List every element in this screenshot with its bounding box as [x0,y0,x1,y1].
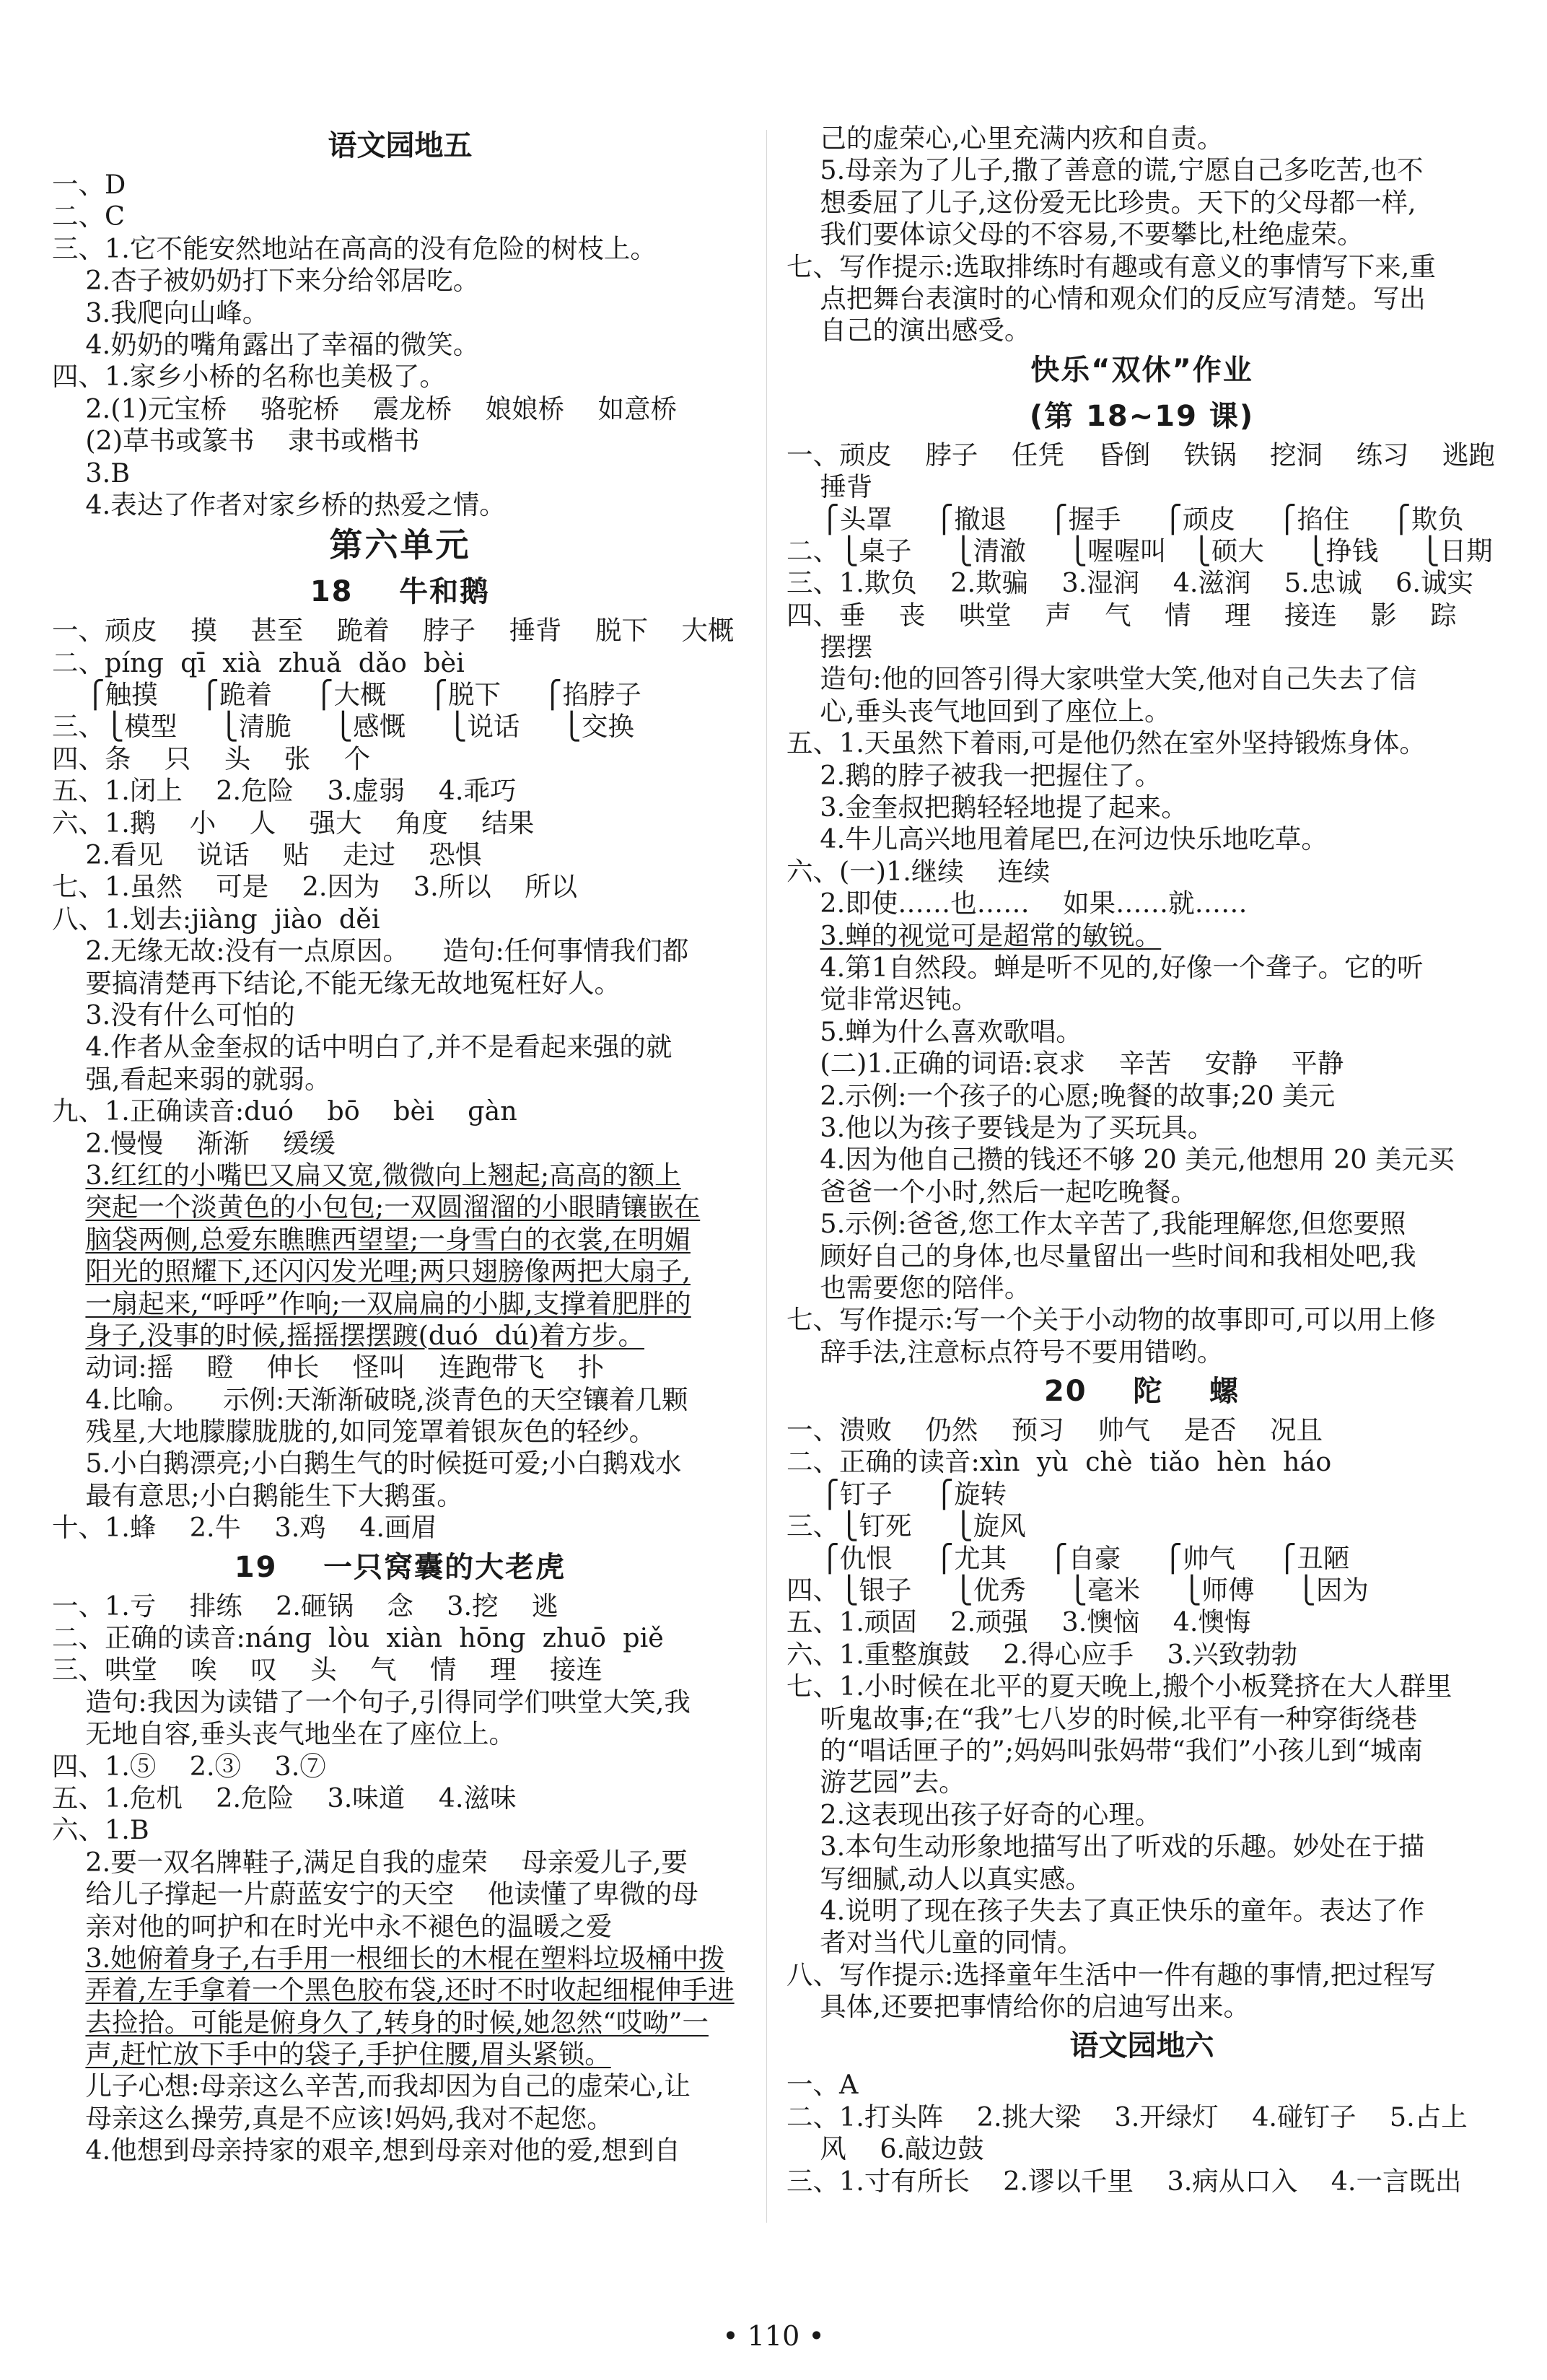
underlined-text: 声,赶忙放下手中的袋子,手护住腰,眉头紧锁。 [85,2039,611,2070]
answer-line: 八、1.划去:jiàng jiào děi [52,903,380,935]
answer-line [52,2007,748,2039]
answer-line [786,920,1497,952]
answer-line: (二)1.正确的词语:哀求 辛苦 安静 平静 [786,1048,1344,1080]
answer-line: 4.牛儿高兴地甩着尾巴,在河边快乐地吃草。 [786,823,1328,855]
lesson-heading: 18 牛和鹅 [310,575,491,609]
underlined-text: 脑袋两侧,总爱东瞧瞧西望望;一身雪白的衣裳,在明媚 [85,1223,691,1255]
answer-line: 2.无缘无故:没有一点原因。 造句:任何事情我们都 [52,935,689,967]
answer-line [52,1974,748,2006]
answer-line: 一、1.亏 排练 2.砸锅 念 3.挖 逃 [52,1590,558,1622]
answer-line: 七、写作提示:选取排练时有趣或有意义的事情写下来,重 [786,250,1436,282]
answer-line: 四、1.⑤ 2.③ 3.⑦ [52,1750,326,1782]
answer-line: 二、⎩桌子 ⎩清澈 ⎩喔喔叫 ⎩硕大 ⎩挣钱 ⎩日期 [786,535,1493,566]
answer-line [52,1256,748,1287]
answer-line: 强,看起来弱的就弱。 [52,1063,331,1095]
answer-line: 残星,大地朦朦胧胧的,如同笼罩着银灰色的轻纱。 [52,1416,656,1448]
underlined-text: 突起一个淡黄色的小包包;一双圆溜溜的小眼睛镶嵌在 [85,1191,701,1223]
answer-line: 五、1.顽固 2.顽强 3.懊恼 4.懊悔 [786,1606,1251,1638]
lesson-heading: 快乐“双休”作业 [1030,353,1253,387]
answer-line: 要搞清楚再下结论,不能无缘无故地冤枉好人。 [52,967,621,999]
section-heading: 语文园地六 [1069,2029,1214,2063]
answer-line: 自己的演出感受。 [786,315,1031,346]
answer-line: 5.示例:爸爸,您工作太辛苦了,我能理解您,但您要照 [786,1208,1406,1240]
answer-line: 觉非常迟钝。 [786,984,978,1015]
answer-line: 七、写作提示:写一个关于小动物的故事即可,可以用上修 [786,1304,1436,1336]
answer-line: 4.奶奶的嘴角露出了幸福的微笑。 [52,328,480,360]
answer-line: 3.金奎叔把鹅轻轻地提了起来。 [786,792,1188,823]
answer-line: 七、1.虽然 可是 2.因为 3.所以 所以 [52,871,578,903]
unit-heading: 第六单元 [329,525,471,565]
answer-line: 己的虚荣心,心里充满内疚和自责。 [786,123,1224,154]
answer-line: 我们要体谅父母的不容易,不要攀比,杜绝虚荣。 [786,219,1364,250]
answer-line: 三、1.寸有所长 2.谬以千里 3.病从口入 4.一言既出 [786,2165,1462,2197]
answer-line: 2.示例:一个孩子的心愿;晚餐的故事;20 美元 [786,1080,1336,1111]
underlined-text: 3.她俯着身子,右手用一根细长的木棍在塑料垃圾桶中拨 [85,1942,725,1974]
answer-line: 二、正确的读音:nánɡ lòu xiàn hōnɡ zhuō piě [52,1622,664,1654]
answer-line: ⎧头罩 ⎧撤退 ⎧握手 ⎧顽皮 ⎧掐住 ⎧欺负 [786,503,1464,535]
answer-line: 2.即使……也…… 如果……就…… [786,888,1248,919]
answer-line: 3.没有什么可怕的 [52,999,295,1031]
section-heading: 语文园地五 [328,129,473,162]
answer-line: 三、⎩模型 ⎩清脆 ⎩感慨 ⎩说话 ⎩交换 [52,711,634,743]
answer-line [52,1288,748,1320]
column-divider [766,130,767,2223]
answer-line: 顾好自己的身体,也尽量留出一些时间和我相处吧,我 [786,1240,1416,1272]
answer-line [52,1191,748,1223]
underlined-text: 身子,没事的时候,摇摇摆摆踱(duó dú)着方步。 [85,1319,645,1351]
answer-line: 八、写作提示:选择童年生活中一件有趣的事情,把过程写 [786,1959,1436,1990]
answer-line: 亲对他的呵护和在时光中永不褪色的温暖之爱 [52,1910,613,1942]
answer-line: 心,垂头丧气地回到了座位上。 [786,695,1171,727]
answer-line: 造句:我因为读错了一个句子,引得同学们哄堂大笑,我 [52,1686,691,1718]
answer-line: 十、1.蜂 2.牛 3.鸡 4.画眉 [52,1512,438,1544]
answer-line: 4.他想到母亲持家的艰辛,想到母亲对他的爱,想到自 [52,2135,680,2166]
answer-line [52,2039,748,2070]
answer-line: 4.作者从金奎叔的话中明白了,并不是看起来强的就 [52,1031,672,1063]
answer-line: 最有意思;小白鹅能生下大鹅蛋。 [52,1479,463,1511]
answer-line: 母亲这么操劳,真是不应该!妈妈,我对不起您。 [52,2102,613,2134]
answer-line: 二、1.打头阵 2.挑大梁 3.开绿灯 4.碰钉子 5.占上 [786,2101,1468,2132]
answer-line: 四、垂 丧 哄堂 声 气 情 理 接连 影 踪 [786,599,1457,631]
answer-line: 无地自容,垂头丧气地坐在了座位上。 [52,1718,516,1750]
answer-line: 三、哄堂 唉 叹 头 气 情 理 接连 [52,1654,602,1686]
page-number: • 110 • [722,2320,825,2352]
answer-line: 动词:摇 瞪 伸长 怪叫 连跑带飞 扑 [52,1352,605,1383]
answer-line: 写细腻,动人以真实感。 [786,1863,1092,1894]
answer-line: 造句:他的回答引得大家哄堂大笑,他对自己失去了信 [786,663,1417,695]
answer-line: 六、1.重整旗鼓 2.得心应手 3.兴致勃勃 [786,1638,1298,1670]
answer-line: 5.母亲为了儿子,撒了善意的谎,宁愿自己多吃苦,也不 [786,154,1424,186]
answer-column-right [786,123,1497,2197]
answer-line: 九、1.正确读音:duó bō bèi ɡàn [52,1095,517,1127]
answer-line: 一、A [786,2069,859,2101]
lesson-heading: 19 一只窝囊的大老虎 [234,1550,566,1584]
answer-line: 五、1.天虽然下着雨,可是他仍然在室外坚持锻炼身体。 [786,727,1426,759]
answer-line: 五、1.闭上 2.危险 3.虚弱 4.乖巧 [52,775,517,807]
answer-line: 点把舞台表演时的心情和观众们的反应写清楚。写出 [786,282,1426,314]
answer-line: 摆摆 [786,631,873,663]
answer-line: 二、正确的读音:xìn yù chè tiǎo hèn háo [786,1446,1332,1478]
answer-line: 4.比喻。 示例:天渐渐破晓,淡青色的天空镶着几颗 [52,1383,688,1415]
answer-line: 4.表达了作者对家乡桥的热爱之情。 [52,489,506,520]
lesson-heading: 20 陀 螺 [1043,1375,1240,1409]
answer-line: 5.小白鹅漂亮;小白鹅生气的时候挺可爱;小白鹅戏水 [52,1448,682,1479]
underlined-text: 一扇起来,“呼呼”作响;一双扁扁的小脚,支撑着肥胖的 [85,1287,691,1319]
answer-line: 六、1.B [52,1814,149,1846]
answer-line: 一、顽皮 脖子 任凭 昏倒 铁锅 挖洞 练习 逃跑 [786,439,1495,471]
answer-line: 2.慢慢 渐渐 缓缓 [52,1127,336,1159]
answer-line: 2.杏子被奶奶打下来分给邻居吃。 [52,265,480,297]
answer-line: 2.(1)元宝桥 骆驼桥 震龙桥 娘娘桥 如意桥 [52,393,678,424]
answer-line: 辞手法,注意标点符号不要用错哟。 [786,1336,1224,1368]
answer-line: 具体,还要把事情给你的启迪写出来。 [786,1991,1250,2023]
answer-line: 3.我爬向山峰。 [52,297,269,328]
answer-line: ⎧触摸 ⎧跪着 ⎧大概 ⎧脱下 ⎧掐脖子 [52,679,641,711]
answer-line [52,1160,748,1191]
answer-line: ⎧钉子 ⎧旋转 [786,1478,1007,1510]
answer-line: 四、1.家乡小桥的名称也美极了。 [52,361,446,393]
answer-line: 想委屈了儿子,这份爱无比珍贵。天下的父母都一样, [786,186,1416,218]
answer-line: 三、⎩钉死 ⎩旋风 [786,1510,1026,1542]
answer-line: 4.说明了现在孩子失去了真正快乐的童年。表达了作 [786,1894,1425,1926]
answer-line: 5.蝉为什么喜欢歌唱。 [786,1015,1082,1047]
answer-line: 4.第1自然段。蝉是听不见的,好像一个聋子。它的听 [786,951,1424,983]
answer-line: ⎧仇恨 ⎧尤其 ⎧自豪 ⎧帅气 ⎧丑陋 [786,1542,1350,1574]
answer-line: 3.他以为孩子要钱是为了买玩具。 [786,1111,1214,1143]
answer-line: 一、D [52,169,126,200]
answer-line: 二、pínɡ qī xià zhuǎ dǎo bèi [52,647,465,678]
answer-line: 2.要一双名牌鞋子,满足自我的虚荣 母亲爱儿子,要 [52,1846,688,1878]
answer-line: 2.看见 说话 贴 走过 恐惧 [52,839,482,871]
answer-line: 五、1.危机 2.危险 3.味道 4.滋味 [52,1782,517,1814]
answer-line: 六、(一)1.继续 连续 [786,855,1051,887]
lesson-heading: (第 18~19 课) [1029,399,1255,433]
answer-line: 的“唱话匣子的”;妈妈叫张妈带“我们”小孩儿到“城南 [786,1734,1424,1766]
underlined-text: 弄着,左手拿着一个黑色胶布袋,还时不时收起细棍伸手进 [85,1974,735,2006]
answer-line: 者对当代儿童的同情。 [786,1927,1084,1959]
answer-line: (2)草书或篆书 隶书或楷书 [52,425,420,457]
answer-line: 四、条 只 头 张 个 [52,743,371,774]
answer-line: 给儿子撑起一片蔚蓝安宁的天空 他读懂了卑微的母 [52,1878,698,1910]
answer-line: 2.这表现出孩子好奇的心理。 [786,1798,1162,1830]
answer-line: 三、1.欺负 2.欺骗 3.湿润 4.滋润 5.忠诚 6.诚实 [786,567,1473,599]
underlined-text: 去捡拾。可能是俯身久了,转身的时候,她忽然“哎呦”一 [85,2006,709,2038]
answer-line: 七、1.小时候在北平的夏天晚上,搬个小板凳挤在大人群里 [786,1671,1452,1702]
answer-line: 风 6.敲边鼓 [786,2133,984,2165]
answer-line: 游艺园”去。 [786,1767,965,1798]
answer-line: 二、C [52,201,125,232]
underlined-text: 3.红红的小嘴巴又扁又宽,微微向上翘起;高高的额上 [85,1159,681,1191]
answer-line: 四、⎩银子 ⎩优秀 ⎩毫米 ⎩师傅 ⎩因为 [786,1575,1369,1606]
answer-line: 爸爸一个小时,然后一起吃晚餐。 [786,1176,1198,1207]
answer-line: 也需要您的陪伴。 [786,1272,1031,1303]
answer-line: 3.本句生动形象地描写出了听戏的乐趣。妙处在于描 [786,1831,1425,1863]
answer-line: 一、顽皮 摸 甚至 跪着 脖子 捶背 脱下 大概 [52,615,735,647]
answer-line: 三、1.它不能安然地站在高高的没有危险的树枝上。 [52,232,657,264]
answer-line: 六、1.鹅 小 人 强大 角度 结果 [52,807,535,839]
answer-line: 捶背 [786,471,873,503]
answer-line: 儿子心想:母亲这么辛苦,而我却因为自己的虚荣心,让 [52,2070,691,2102]
answer-line: 3.B [52,457,131,489]
answer-line: 一、溃败 仍然 预习 帅气 是否 况且 [786,1414,1323,1446]
answer-line [52,1943,748,1974]
answer-line: 2.鹅的脖子被我一把握住了。 [786,759,1162,791]
answer-column-left [52,123,748,2167]
underlined-text: 阳光的照耀下,还闪闪发光哩;两只翅膀像两把大扇子, [85,1256,691,1287]
answer-line [52,1224,748,1256]
answer-line: 听鬼故事;在“我”七八岁的时候,北平有一种穿街绕巷 [786,1702,1418,1734]
underlined-text: 3.蝉的视觉可是超常的敏锐。 [820,919,1162,951]
answer-line: 4.因为他自己攒的钱还不够 20 美元,他想用 20 美元买 [786,1144,1455,1176]
answer-line [52,1320,748,1352]
